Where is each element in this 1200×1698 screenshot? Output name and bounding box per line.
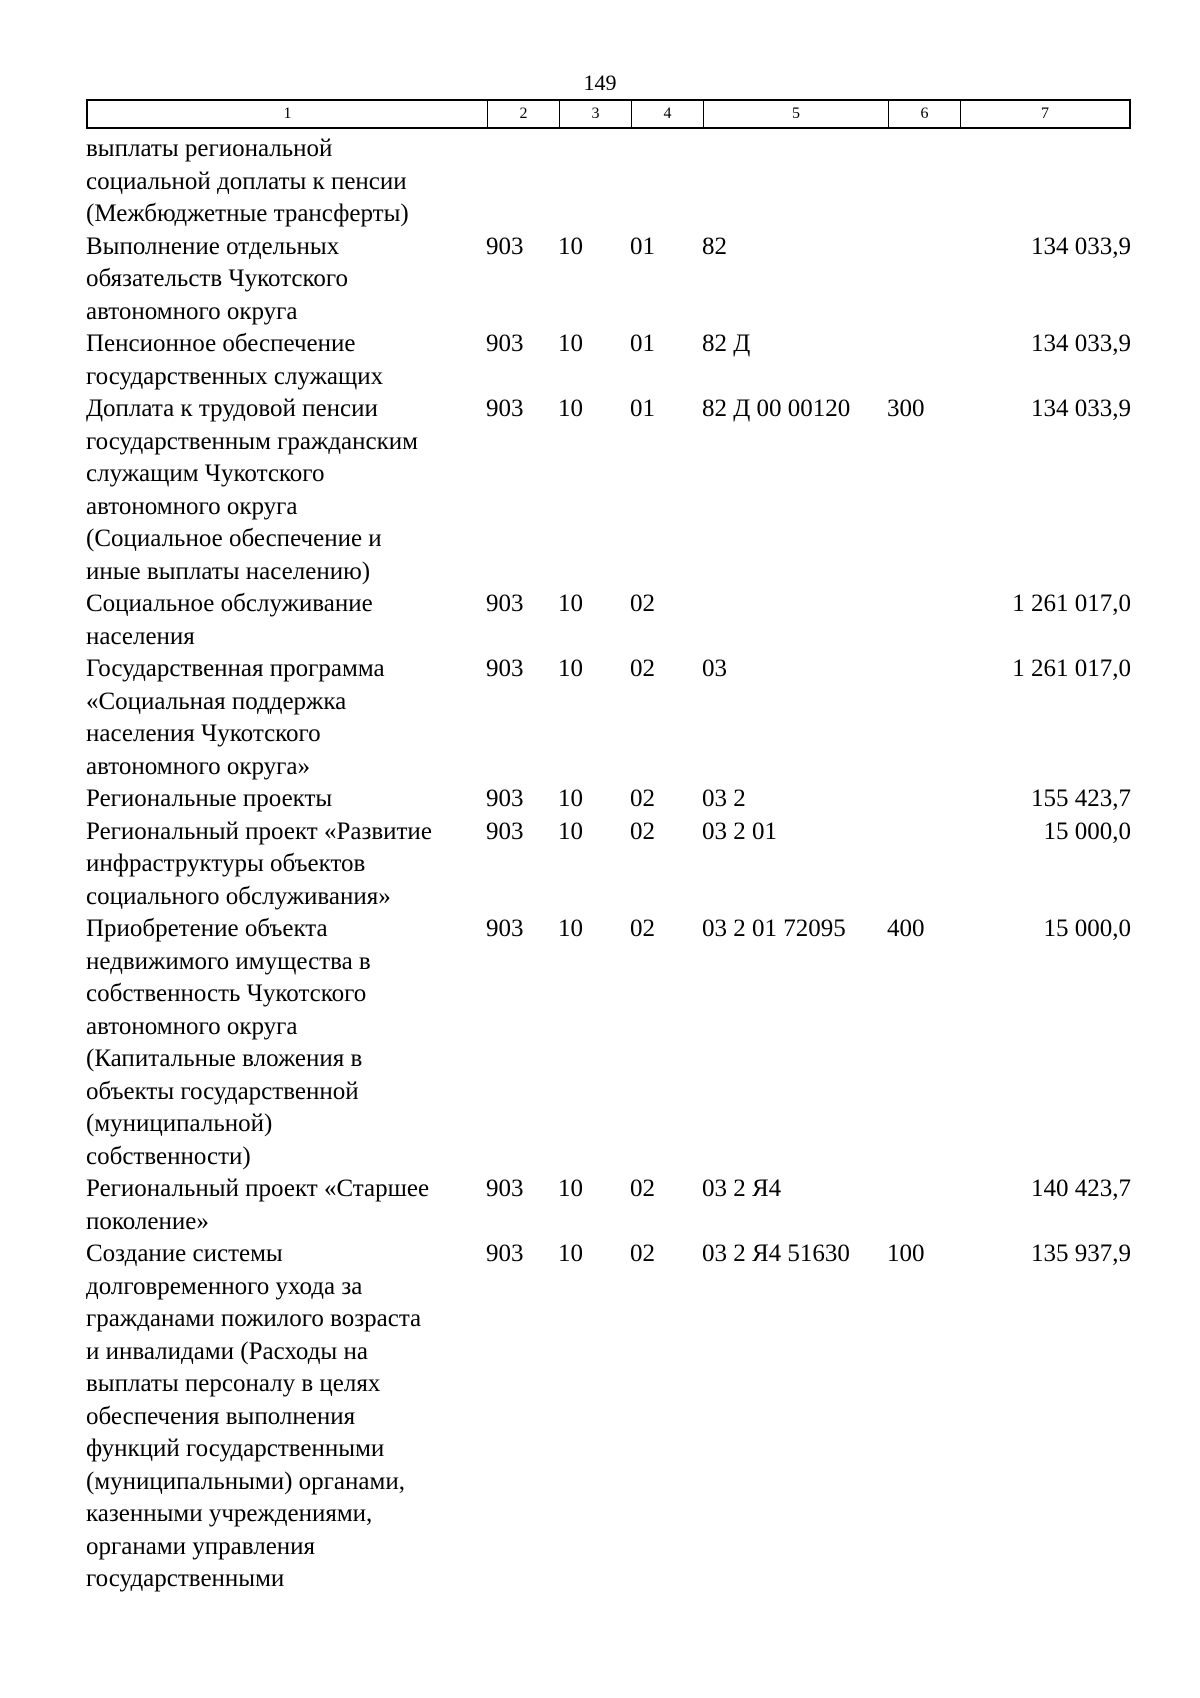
row-description [86,653,486,783]
amount: 134 033,9 [1031,395,1131,422]
description-line: Государственная программа [86,655,385,682]
subsection-code: 02 [630,655,655,682]
subsection-code: 01 [630,232,655,260]
header-col-2: 2 [488,101,560,127]
description-line: Доплата к трудовой пенсии [86,395,378,422]
table-row [86,653,1131,783]
header-col-5: 5 [704,101,889,127]
ministry-code: 903 [486,1175,524,1202]
target-article-code: 82 Д [702,330,751,357]
description-line: социальной доплаты к пенсии [86,167,407,195]
description-line: долговременного ухода за [86,1272,363,1300]
section-code: 10 [558,1175,583,1202]
amount: 1 261 017,0 [1012,655,1131,682]
description-line: Создание системы [86,1240,283,1267]
description-line: государственными [86,1565,285,1592]
expense-type-code [887,231,959,329]
expense-type-code: 400 [887,915,925,942]
ministry-code: 903 [486,655,524,682]
target-article-code: 82 Д 00 00120 [702,395,851,422]
target-article-code: 82 [702,232,727,260]
header-col-6: 6 [889,101,961,127]
subsection-code: 02 [630,785,655,812]
table-row [86,783,1131,816]
table-header [86,99,1131,129]
target-article-code: 03 2 Я4 [702,1175,782,1202]
description-line: Выполнение отдельных [86,232,340,260]
target-article-code [702,588,887,653]
subsection-code: 02 [630,817,655,845]
subsection-code [630,133,702,231]
expense-type-code [887,133,959,231]
description-line: (муниципальными) органами, [86,1467,405,1495]
description-line: автономного округа [86,492,298,520]
target-article-code: 03 2 Я4 51630 [702,1240,850,1267]
table-row [86,393,1131,588]
description-line: инфраструктуры объектов [86,850,366,877]
table-row [86,133,1131,231]
description-line: Региональные проекты [86,785,333,812]
expense-type-code: 300 [887,395,925,422]
description-line: функций государственными [86,1435,385,1462]
section-code: 10 [558,395,583,422]
target-article-code: 03 [702,655,727,682]
row-description [86,783,486,816]
description-line: автономного округа» [86,752,311,780]
ministry-code: 903 [486,785,524,812]
description-line: Социальное обслуживание [86,590,373,617]
amount: 155 423,7 [1031,785,1131,812]
description-line: собственности) [86,1142,251,1170]
row-description [86,816,486,914]
ministry-code: 903 [486,330,524,357]
description-line: населения [86,622,195,650]
section-code: 10 [558,655,583,682]
description-line: «Социальная поддержка [86,687,347,715]
amount [959,133,1131,231]
description-line: Приобретение объекта [86,915,328,942]
description-line: и инвалидами (Расходы на [86,1337,368,1365]
section-code: 10 [558,330,583,357]
expense-type-code [887,328,959,393]
header-col-3: 3 [560,101,632,127]
expense-type-code [887,653,959,783]
description-line: объекты государственной [86,1077,359,1105]
table-row [86,913,1131,1173]
description-line: собственность Чукотского [86,980,367,1007]
description-line: государственных служащих [86,362,384,390]
description-line: гражданами пожилого возраста [86,1305,422,1332]
header-col-1: 1 [88,101,488,127]
description-line: Региональный проект «Старшее [86,1175,430,1202]
description-line: выплаты персоналу в целях [86,1370,381,1397]
amount: 135 937,9 [1031,1240,1131,1267]
row-description [86,231,486,329]
description-line: обеспечения выполнения [86,1402,356,1430]
row-description [86,393,486,588]
amount: 134 033,9 [1031,330,1131,357]
description-line: автономного округа [86,297,298,325]
expense-type-code [887,1173,959,1238]
row-description [86,913,486,1173]
section-code: 10 [558,785,583,812]
subsection-code: 02 [630,590,655,617]
table-row [86,816,1131,914]
section-code: 10 [558,817,583,845]
description-line: автономного округа [86,1012,298,1040]
table-body [86,133,1131,1596]
target-article-code: 03 2 01 72095 [702,915,846,942]
description-line: казенными учреждениями, [86,1500,373,1527]
expense-type-code [887,816,959,914]
target-article-code [702,133,887,231]
description-line: (муниципальной) [86,1110,273,1137]
ministry-code: 903 [486,1240,524,1267]
ministry-code: 903 [486,395,524,422]
ministry-code: 903 [486,915,524,942]
description-line: недвижимого имущества в [86,947,371,975]
row-description [86,133,486,231]
subsection-code: 02 [630,915,655,942]
row-description [86,1173,486,1238]
section-code [558,133,630,231]
description-line: Пенсионное обеспечение [86,330,356,357]
description-line: выплаты региональной [86,135,333,162]
amount: 140 423,7 [1031,1175,1131,1202]
amount: 1 261 017,0 [1012,590,1131,617]
row-description [86,328,486,393]
table-row [86,1238,1131,1596]
table-row [86,231,1131,329]
description-line: поколение» [86,1207,209,1235]
description-line: обязательств Чукотского [86,265,349,292]
description-line: Региональный проект «Развитие [86,817,432,845]
section-code: 10 [558,915,583,942]
description-line: государственным гражданским [86,427,418,455]
expense-type-code [887,783,959,816]
table-row [86,1173,1131,1238]
ministry-code: 903 [486,232,524,260]
section-code: 10 [558,590,583,617]
expense-type-code [887,588,959,653]
header-col-4: 4 [632,101,704,127]
table-row [86,328,1131,393]
section-code: 10 [558,232,583,260]
expense-type-code: 100 [887,1240,925,1267]
header-col-7: 7 [1041,105,1049,122]
amount: 15 000,0 [1043,915,1131,942]
description-line: (Капитальные вложения в [86,1045,363,1072]
target-article-code: 03 2 [702,785,746,812]
target-article-code: 03 2 01 [702,817,777,845]
ministry-code: 903 [486,817,524,845]
row-description [86,588,486,653]
description-line: служащим Чукотского [86,460,325,487]
ministry-code [486,133,558,231]
subsection-code: 01 [630,395,655,422]
ministry-code: 903 [486,590,524,617]
subsection-code: 01 [630,330,655,357]
description-line: (Межбюджетные трансферты) [86,200,409,227]
table-row [86,588,1131,653]
page-number: 149 [583,70,617,95]
description-line: населения Чукотского [86,720,321,747]
description-line: (Социальное обеспечение и [86,525,382,552]
amount: 15 000,0 [1043,817,1131,845]
description-line: иные выплаты населению) [86,557,371,585]
section-code: 10 [558,1240,583,1267]
subsection-code: 02 [630,1175,655,1202]
description-line: органами управления [86,1532,316,1560]
row-description [86,1238,486,1596]
subsection-code: 02 [630,1240,655,1267]
description-line: социального обслуживания» [86,882,391,910]
amount: 134 033,9 [1031,232,1131,260]
